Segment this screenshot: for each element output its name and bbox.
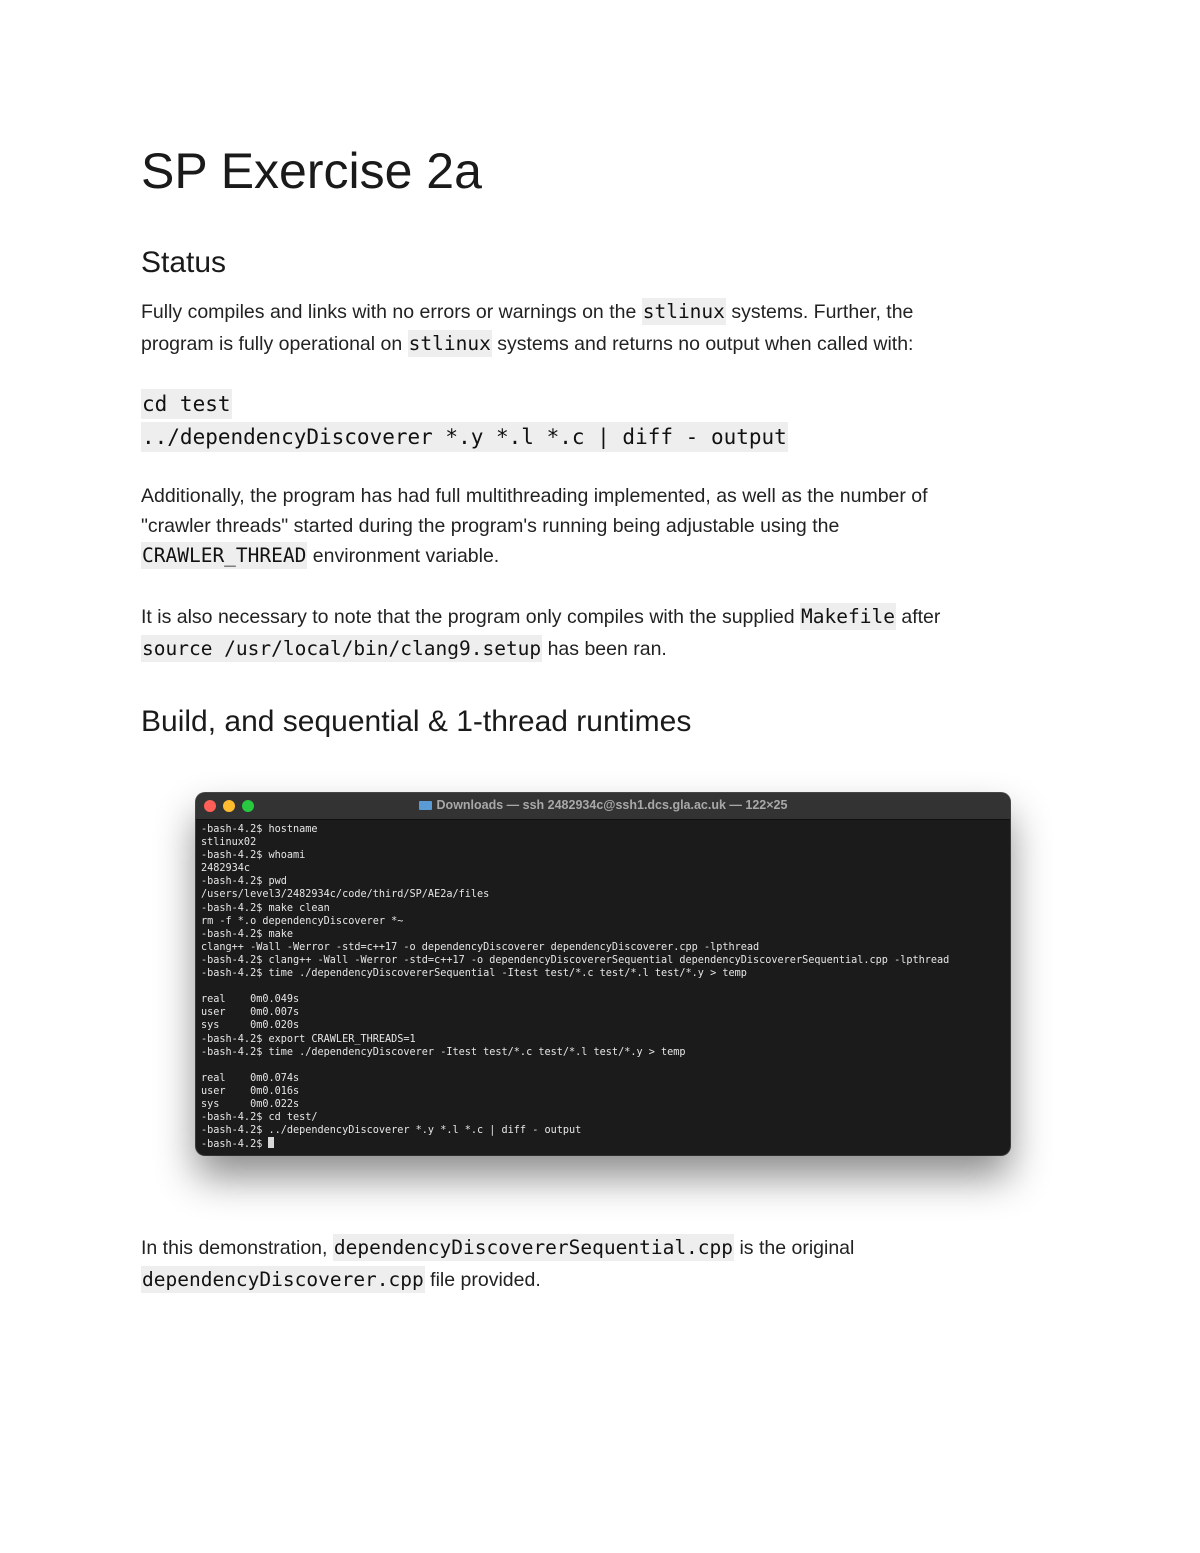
- terminal-line: -bash-4.2$ make clean: [201, 902, 330, 914]
- terminal-line: -bash-4.2$ ../dependencyDiscoverer *.y *.l *.c | diff - output: [201, 1125, 582, 1137]
- document-title: SP Exercise 2a: [141, 143, 482, 199]
- terminal-line: real 0m0.074s: [201, 1072, 300, 1084]
- code-text: cd test: [141, 389, 232, 419]
- terminal-line: -bash-4.2$ hostname: [201, 824, 318, 835]
- paragraph-line: "crawler threads" started during the program's running being adjustable using the: [141, 515, 840, 537]
- terminal-line: [201, 1059, 1005, 1072]
- terminal-title: [196, 798, 1010, 812]
- status-paragraph: [141, 296, 1041, 360]
- paragraph-line: [141, 633, 1041, 665]
- paragraph-line: [141, 601, 1041, 633]
- text-run: after: [895, 606, 941, 628]
- paragraph-line: Additionally, the program has had full multithreading implemented, as well as the number of: [141, 485, 928, 507]
- inline-code-stlinux: stlinux: [642, 300, 725, 323]
- text-run: It is also necessary to note that the program only compiles with the supplied: [141, 606, 801, 628]
- terminal-line: -bash-4.2$ cd test/: [201, 1112, 318, 1124]
- terminal-line: stlinux02: [201, 837, 257, 849]
- paragraph-line: [141, 1232, 1041, 1264]
- terminal-line: -bash-4.2$ whoami: [201, 850, 306, 862]
- terminal-title-text: Downloads — ssh 2482934c@ssh1.dcs.gla.ac.uk — 122×25: [436, 798, 788, 812]
- text-run: program is fully operational on: [141, 333, 408, 355]
- inline-code-makefile: Makefile: [801, 605, 895, 628]
- text-run: Fully compiles and links with no errors or warnings on the: [141, 301, 642, 323]
- status-paragraph-line-2: [141, 328, 1041, 360]
- terminal-line: -bash-4.2$ clang++ -Wall -Werror -std=c++17 -o dependencyDiscovererSequential dependencyDiscovererSequential.cpp -lpthread: [201, 954, 950, 966]
- inline-code-stlinux: stlinux: [408, 332, 491, 355]
- terminal-prompt: -bash-4.2$: [201, 1139, 269, 1151]
- terminal-line: sys 0m0.020s: [201, 1020, 300, 1032]
- terminal-line: -bash-4.2$ export CRAWLER_THREADS=1: [201, 1033, 416, 1045]
- build-heading: Build, and sequential & 1-thread runtimes: [141, 705, 692, 738]
- terminal-title-bar: [196, 793, 1010, 820]
- paragraph-line: [141, 1264, 1041, 1296]
- text-run: systems and returns no output when called with:: [491, 333, 914, 355]
- terminal-line: real 0m0.049s: [201, 994, 300, 1006]
- paragraph-line: [141, 541, 1041, 571]
- terminal-line: 2482934c: [201, 863, 251, 875]
- text-run: file provided.: [424, 1269, 541, 1291]
- status-paragraph-line-1: [141, 296, 1041, 328]
- code-line: [141, 388, 788, 421]
- text-run: environment variable.: [307, 545, 500, 567]
- inline-code-crawler-thread: CRAWLER_THREAD: [142, 544, 307, 567]
- code-text: ../dependencyDiscoverer *.y *.l *.c | diff - output: [141, 422, 788, 452]
- terminal-line: -bash-4.2$ pwd: [201, 876, 287, 888]
- cursor-icon: [268, 1137, 274, 1148]
- text-run: is the original: [734, 1237, 855, 1259]
- terminal-line: clang++ -Wall -Werror -std=c++17 -o dependencyDiscoverer dependencyDiscoverer.cpp -lpthread: [201, 941, 760, 953]
- folder-icon: [419, 801, 432, 810]
- multithreading-paragraph: [141, 481, 1041, 571]
- terminal-line: /users/level3/2482934c/code/third/SP/AE2a/files: [201, 889, 490, 901]
- makefile-note-paragraph: [141, 601, 1041, 665]
- terminal-line: rm -f *.o dependencyDiscoverer *~: [201, 915, 404, 927]
- closing-paragraph: [141, 1232, 1041, 1296]
- text-run: systems. Further, the: [725, 301, 914, 323]
- command-code-block: [141, 388, 788, 454]
- code-line: [141, 421, 788, 454]
- terminal-line: sys 0m0.022s: [201, 1098, 300, 1110]
- inline-code-source-command: source /usr/local/bin/clang9.setup: [142, 637, 542, 660]
- text-run: In this demonstration,: [141, 1237, 333, 1259]
- terminal-output: [196, 820, 1010, 1150]
- terminal-line: user 0m0.007s: [201, 1007, 300, 1019]
- terminal-line: -bash-4.2$ time ./dependencyDiscovererSequential -Itest test/*.c test/*.l test/*.y > temp: [201, 968, 747, 980]
- inline-code-discoverer-cpp: dependencyDiscoverer.cpp: [142, 1268, 424, 1291]
- terminal-screenshot: [196, 793, 1010, 1155]
- status-heading: Status: [141, 246, 227, 279]
- terminal-line: user 0m0.016s: [201, 1085, 300, 1097]
- terminal-prompt-line: [201, 1137, 1005, 1150]
- inline-code-sequential-cpp: dependencyDiscovererSequential.cpp: [333, 1236, 734, 1259]
- terminal-line: -bash-4.2$ make: [201, 928, 294, 940]
- text-run: has been ran.: [542, 638, 667, 660]
- terminal-line: [201, 980, 1005, 993]
- terminal-line: -bash-4.2$ time ./dependencyDiscoverer -Itest test/*.c test/*.l test/*.y > temp: [201, 1046, 686, 1058]
